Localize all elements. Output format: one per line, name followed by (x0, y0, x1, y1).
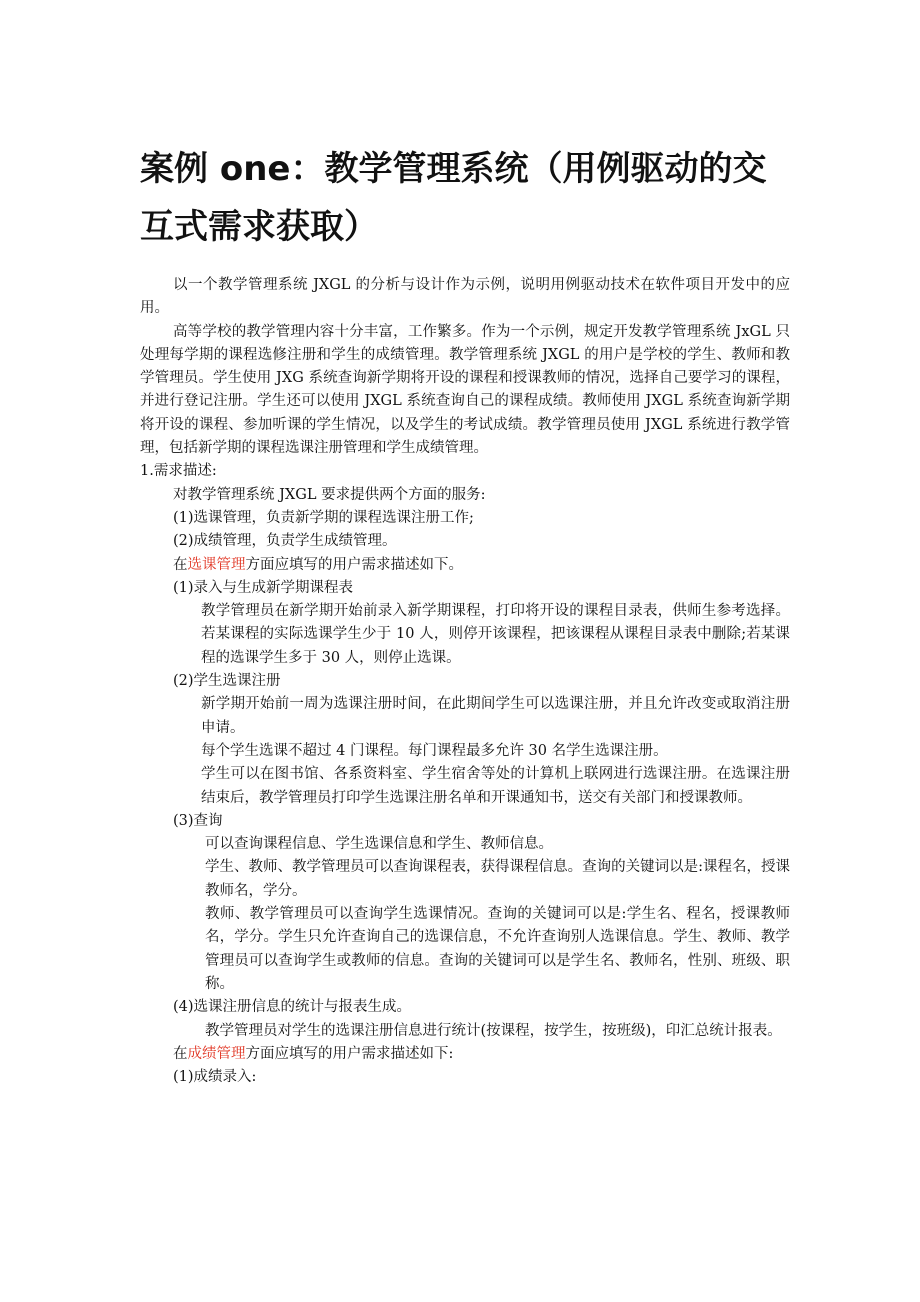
item-heading-registration: (2)学生选课注册 (173, 673, 281, 690)
item-paragraph: 新学期开始前一周为选课注册时间，在此期间学生可以选课注册，并且允许改变或取消注册申请。 (201, 696, 790, 736)
intro-paragraph: 以一个教学管理系统 JXGL 的分析与设计作为示例，说明用例驱动技术在软件项目开发中的应用。 (140, 277, 790, 317)
course-mgmt-suffix: 方面应填写的用户需求描述如下。 (245, 556, 463, 573)
item-heading-statistics: (4)选课注册信息的统计与报表生成。 (173, 999, 412, 1016)
grade-mgmt-intro (140, 1043, 790, 1066)
background-paragraph: 高等学校的教学管理内容十分丰富，工作繁多。作为一个示例，规定开发教学管理系统 JxGL 只处理每学期的课程选修注册和学生的成绩管理。教学管理系统 JXGL 的用户是学校的学生、教师和教学管理员。学生使用 JXG 系统查询新学期将开设的课程和授课教师的情况，选择自己要学习的课程，并进行登记注册。学生还可以使用 JXGL 系统查询自己的课程成绩。教师使用 JXGL 系统查询新学期将开设的课程、参加听课的学生情况，以及学生的考试成绩。教学管理员使用 JXGL 系统进行教学管理，包括新学期的课程选课注册管理和学生成绩管理。 (140, 323, 790, 457)
grade-mgmt-highlight: 成绩管理 (187, 1045, 246, 1062)
item-heading-query: (3)查询 (173, 812, 223, 829)
service-item-grade: (2)成绩管理，负责学生成绩管理。 (173, 533, 397, 550)
grade-mgmt-prefix: 在 (173, 1045, 188, 1062)
item-heading-grade-entry: (1)成绩录入: (173, 1069, 257, 1086)
course-mgmt-highlight: 选课管理 (187, 556, 246, 573)
item-paragraph: 教师、教学管理员可以查询学生选课情况。查询的关键词可以是:学生名、程名，授课教师名，学分。学生只允许查询自己的选课信息，不允许查询别人选课信息。学生、教师、教学管理员可以查询学生或教师的信息。查询的关键词可以是学生名、教师名，性别、班级、职称。 (205, 906, 790, 992)
service-item-course: (1)选课管理，负责新学期的课程选课注册工作; (173, 509, 474, 526)
item-paragraph: 可以查询课程信息、学生选课信息和学生、教师信息。 (205, 836, 553, 853)
item-paragraph: 学生可以在图书馆、各系资料室、学生宿舍等处的计算机上联网进行选课注册。在选课注册结束后，教学管理员打印学生选课注册名单和开课通知书，送交有关部门和授课教师。 (201, 766, 790, 806)
item-heading-new-term-schedule: (1)录入与生成新学期课程表 (173, 579, 354, 596)
item-paragraph: 教学管理员对学生的选课注册信息进行统计(按课程，按学生，按班级)，印汇总统计报表。 (205, 1022, 782, 1039)
course-mgmt-intro (140, 554, 790, 577)
item-paragraph: 学生、教师、教学管理员可以查询课程表，获得课程信息。查询的关键词以是:课程名，授课教师名，学分。 (205, 859, 790, 899)
item-paragraph: 每个学生选课不超过 4 门课程。每门课程最多允许 30 名学生选课注册。 (201, 742, 668, 759)
item-paragraph: 教学管理员在新学期开始前录入新学期课程，打印将开设的课程目录表，供师生参考选择。若某课程的实际选课学生少于 10 人，则停开该课程，把该课程从课程目录表中删除;若某课程的选课学生多于 30 人，则停止选课。 (201, 603, 790, 666)
grade-mgmt-suffix: 方面应填写的用户需求描述如下: (245, 1045, 454, 1062)
section-heading: 1.需求描述: (140, 463, 217, 480)
document-body (140, 274, 790, 1089)
services-intro: 对教学管理系统 JXGL 要求提供两个方面的服务: (173, 486, 486, 503)
document-title: 案例 one：教学管理系统（用例驱动的交互式需求获取） (140, 149, 767, 247)
course-mgmt-prefix: 在 (173, 556, 188, 573)
